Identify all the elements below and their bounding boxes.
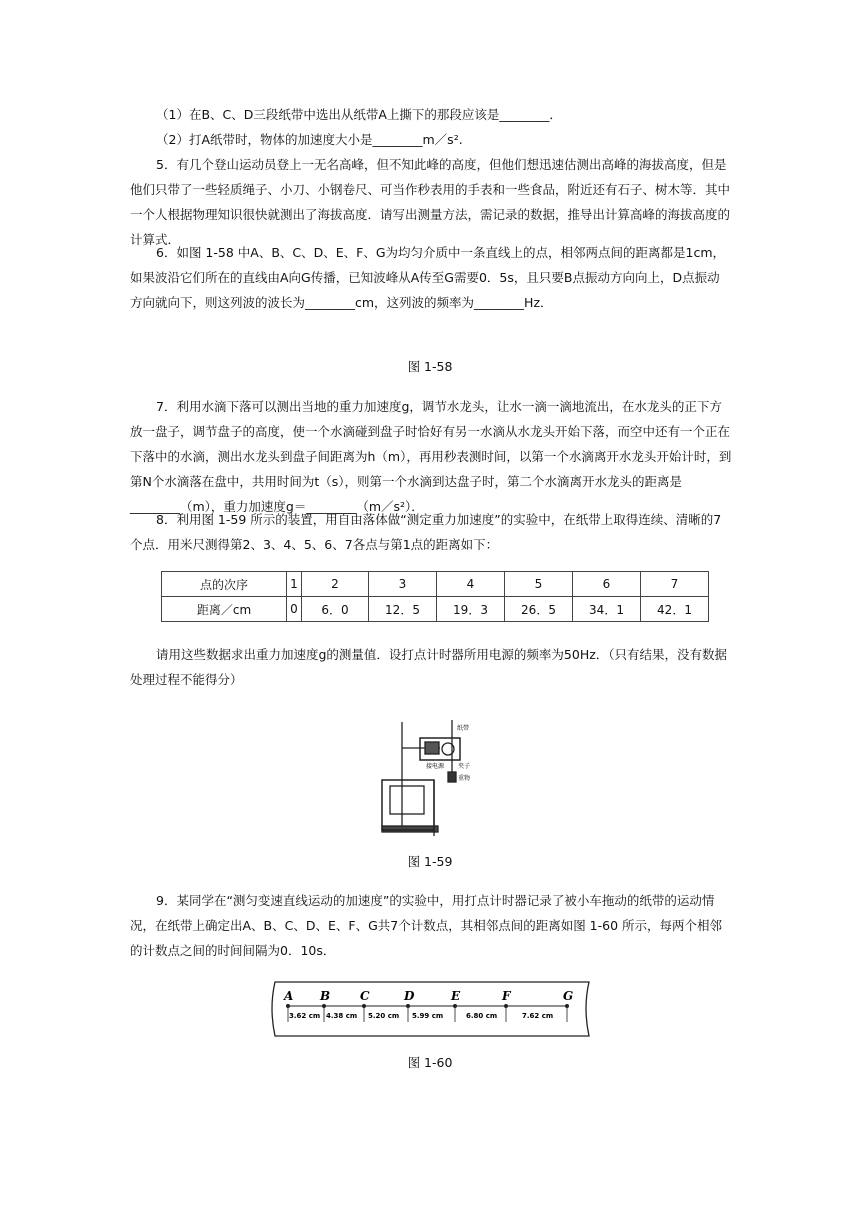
figure-1-59-caption: 图 1-59 <box>407 854 453 869</box>
table-row <box>162 572 709 597</box>
distance-label: 5.99 cm <box>412 1012 444 1020</box>
figure-1-59-apparatus <box>380 716 480 840</box>
distance-label: 7.62 cm <box>522 1012 554 1020</box>
figure-1-58-caption: 图 1-58 <box>407 359 453 374</box>
table-row <box>162 597 709 622</box>
label-power: 接电源 <box>426 763 445 770</box>
point-label: A <box>284 989 294 1003</box>
figure-1-60-tape <box>269 980 595 1040</box>
question-8-instructions: 请用这些数据求出重力加速度g的测量值．设打点计时器所用电源的频率为50Hz．（只有结果，没有数据处理过程不能得分） <box>130 647 728 687</box>
label-clip: 夹子 <box>458 763 471 770</box>
table-cell: 12．5 <box>369 597 437 622</box>
figure-1-60-caption: 图 1-60 <box>407 1055 453 1070</box>
table-header-cell: 距离／cm <box>162 597 287 622</box>
table-cell: 5 <box>505 572 573 597</box>
point-label: F <box>502 989 511 1003</box>
table-cell: 26．5 <box>505 597 573 622</box>
table-cell: 0 <box>287 597 302 622</box>
table-cell: 7 <box>641 572 709 597</box>
distance-table <box>161 571 709 622</box>
table-cell: 3 <box>369 572 437 597</box>
table-cell: 4 <box>437 572 505 597</box>
table-cell: 42．1 <box>641 597 709 622</box>
label-weight: 重物 <box>458 775 471 782</box>
question-4-part-2: （2）打A纸带时，物体的加速度大小是________m／s². <box>156 132 463 147</box>
question-8: 8．利用图 1-59 所示的装置，用自由落体做“测定重力加速度”的实验中，在纸带上取得连续、清晰的7个点．用米尺测得第2、3、4、5、6、7各点与第1点的距离如下： <box>130 512 722 552</box>
point-label: G <box>563 989 574 1003</box>
point-label: E <box>451 989 461 1003</box>
distance-label: 3.62 cm <box>289 1012 321 1020</box>
table-cell: 2 <box>302 572 369 597</box>
question-4-part-1: （1）在B、C、D三段纸带中选出从纸带A上撕下的那段应该是________． <box>156 107 562 122</box>
table-cell: 34．1 <box>573 597 641 622</box>
table-cell: 6．0 <box>302 597 369 622</box>
question-9: 9．某同学在“测匀变速直线运动的加速度”的实验中，用打点计时器记录了被小车拖动的纸带的运动情况，在纸带上确定出A、B、C、D、E、F、G共7个计数点，其相邻点间的距离如图 1-60 所示，每两个相邻的计数点之间的时间间隔为0．10s． <box>130 893 723 958</box>
table-cell: 1 <box>287 572 302 597</box>
label-tape: 纸带 <box>457 725 470 732</box>
distance-label: 4.38 cm <box>326 1012 358 1020</box>
point-label: C <box>360 989 370 1003</box>
distance-label: 5.20 cm <box>368 1012 400 1020</box>
distance-label: 6.80 cm <box>466 1012 498 1020</box>
question-6: 6．如图 1-58 中A、B、C、D、E、F、G为均匀介质中一条直线上的点，相邻两点间的距离都是1cm，如果波沿它们所在的直线由A向G传播，已知波峰从A传至G需要0．5s，且只要B点振动方向向上，D点振动方向就向下，则这列波的波长为________cm，这列波的频率为________Hz． <box>130 245 726 310</box>
point-label: B <box>320 989 331 1003</box>
point-label: D <box>404 989 415 1003</box>
table-cell: 19．3 <box>437 597 505 622</box>
table-cell: 6 <box>573 572 641 597</box>
question-7: 7．利用水滴下落可以测出当地的重力加速度g，调节水龙头，让水一滴一滴地流出，在水龙头的正下方放一盘子，调节盘子的高度，使一个水滴碰到盘子时恰好有另一水滴从水龙头开始下落，而空中还有一个正在下落中的水滴，测出水龙头到盘子间距离为h（m），再用秒表测时间，以第一个水滴离开水龙头开始计时，到第N个水滴落在盘中，共用时间为t（s），则第一个水滴到达盘子时，第二个水滴离开水龙头的距离是________（m），重力加速度g＝________（m／s²）． <box>130 399 732 514</box>
table-header-cell: 点的次序 <box>162 572 287 597</box>
question-5: 5．有几个登山运动员登上一无名高峰，但不知此峰的高度，但他们想迅速估测出高峰的海拔高度，但是他们只带了一些轻质绳子、小刀、小钢卷尺、可当作秒表用的手表和一些食品，附近还有石子、树木等．其中一个人根据物理知识很快就测出了海拔高度．请写出测量方法，需记录的数据，推导出计算高峰的海拔高度的计算式． <box>130 157 731 247</box>
